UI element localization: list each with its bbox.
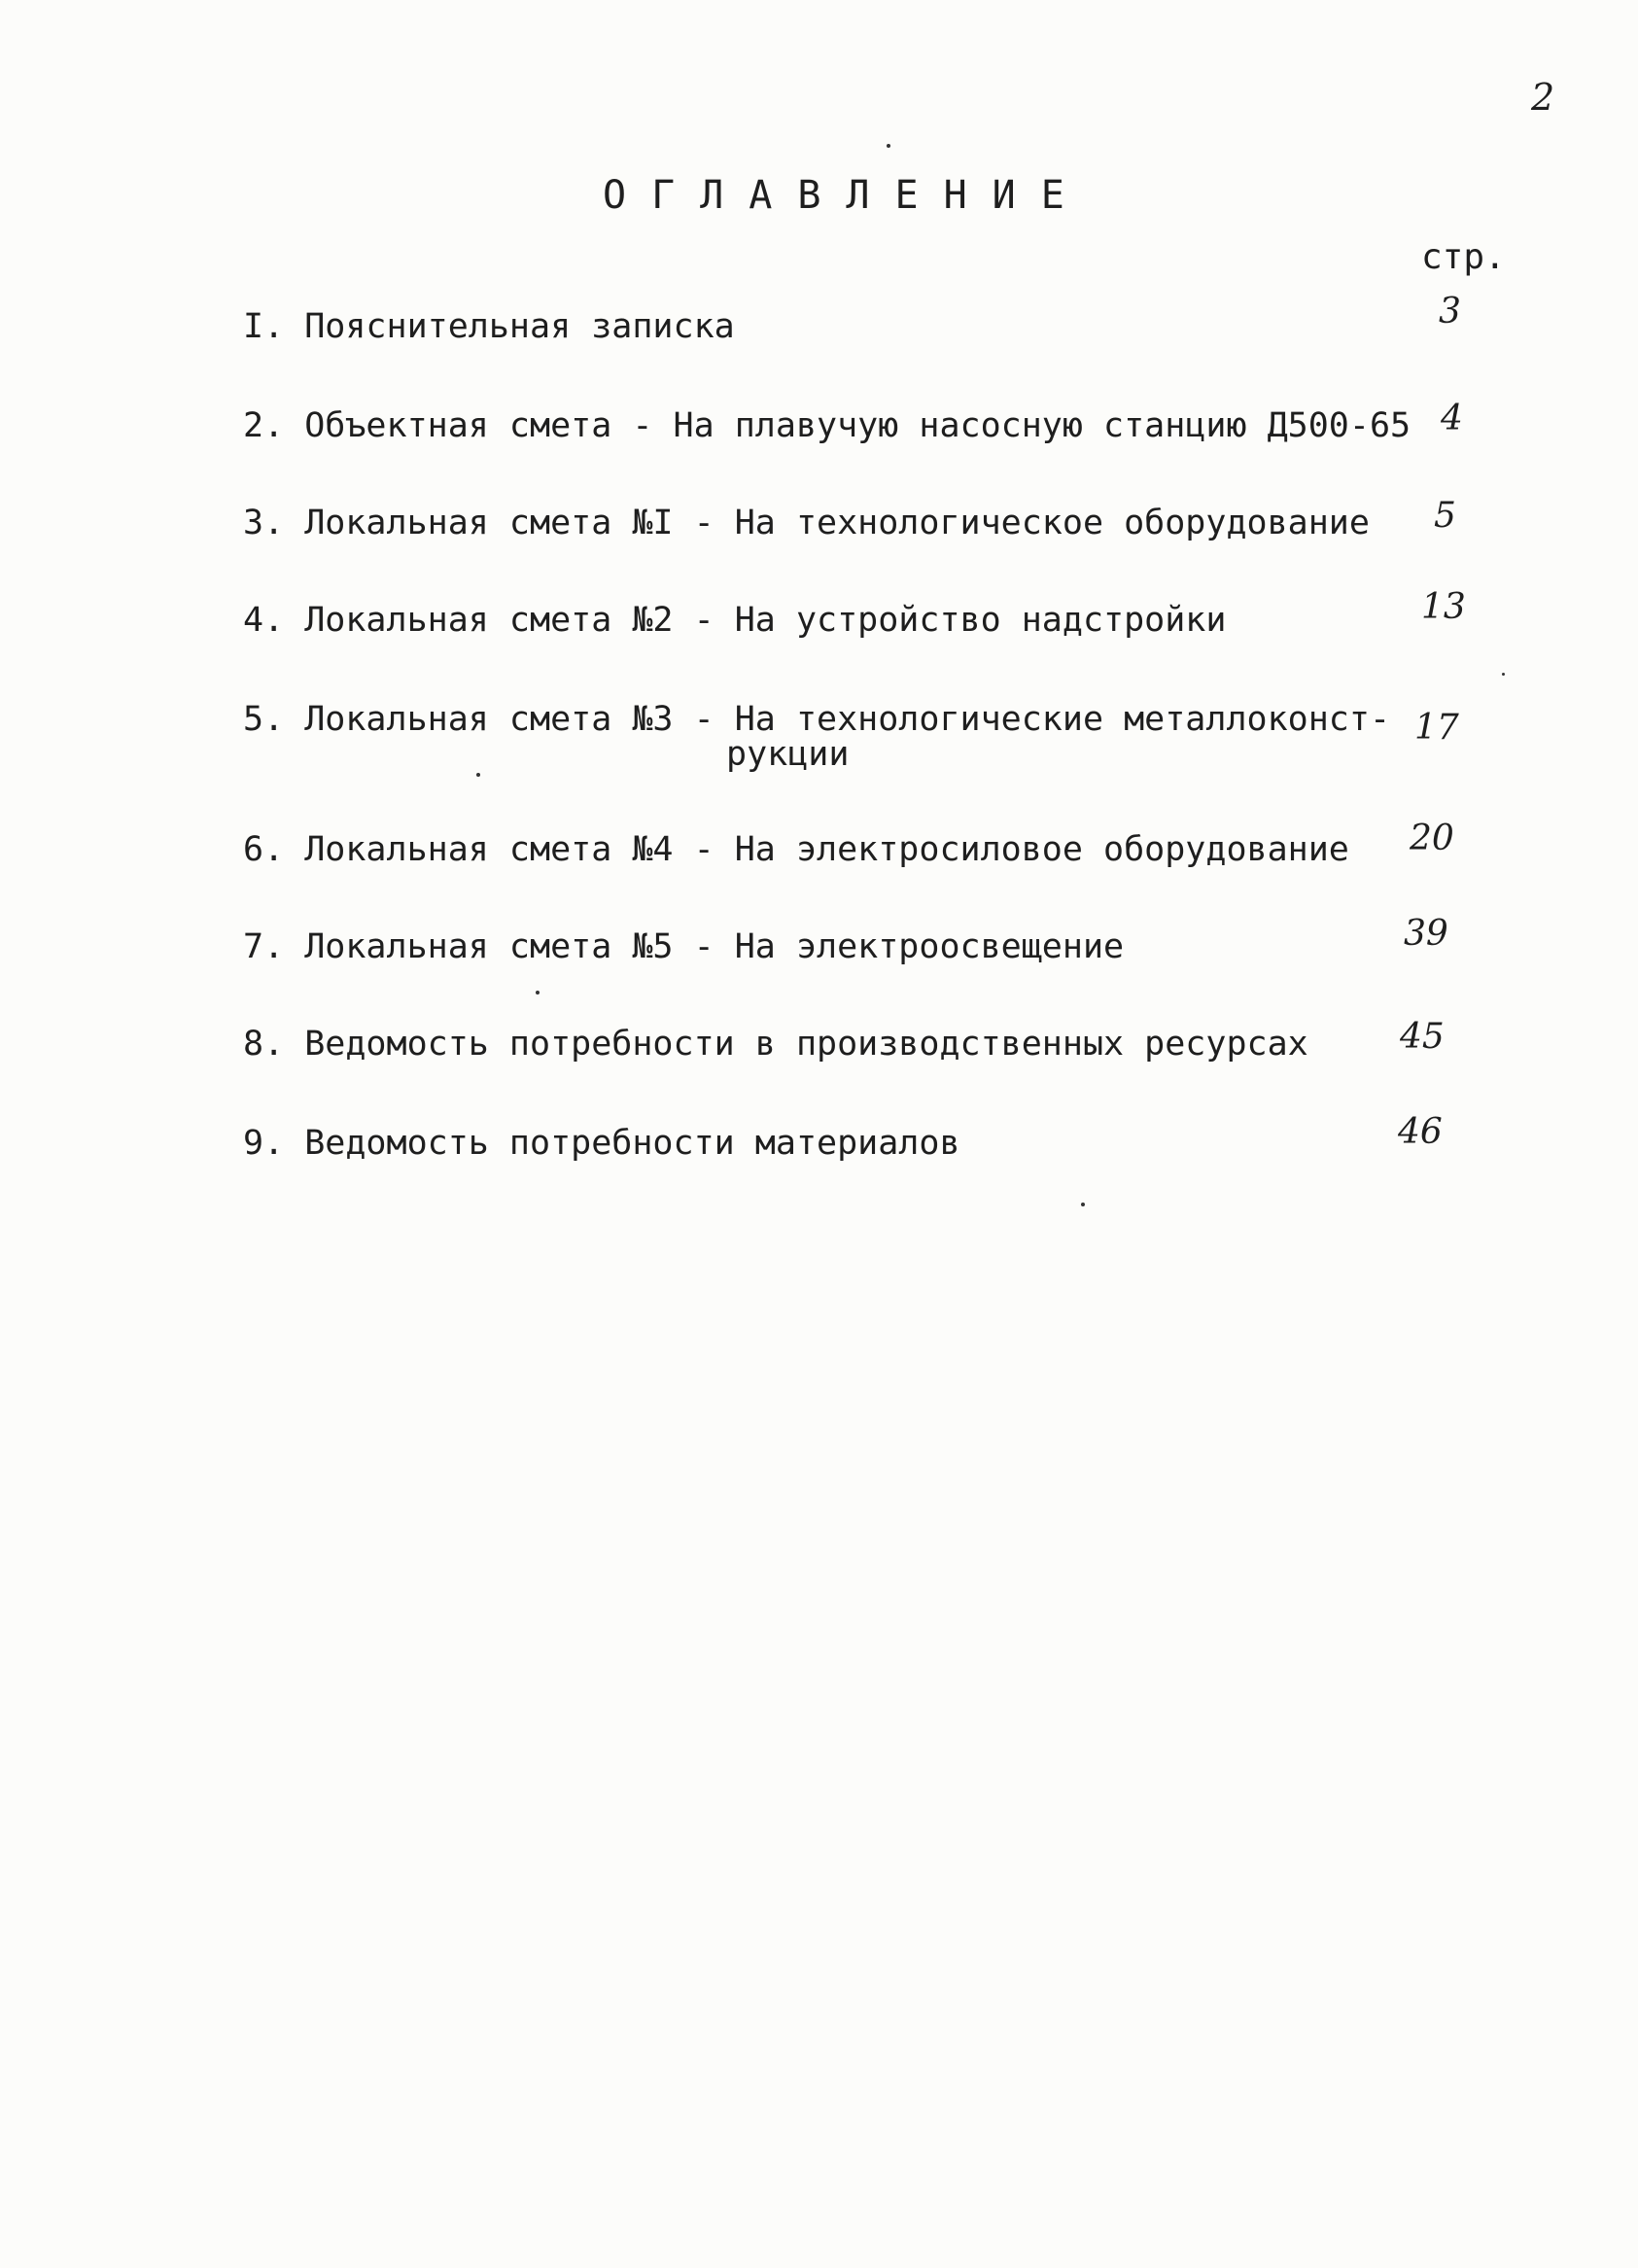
toc-entry-page: 46 [1398, 1112, 1443, 1152]
scan-speck [1081, 1203, 1085, 1206]
toc-entry-page: 45 [1400, 1017, 1445, 1057]
page-number: 2 [1531, 76, 1555, 119]
toc-entry [243, 700, 1391, 774]
toc-entry [243, 601, 1226, 640]
toc-entry-page: 5 [1434, 496, 1456, 536]
toc-entry-page: 39 [1404, 914, 1448, 954]
scan-speck [476, 773, 480, 777]
scan-speck [887, 144, 890, 148]
page-title: ОГЛАВЛЕНИЕ [603, 173, 1090, 218]
toc-entry-continuation: рукции [726, 735, 850, 774]
toc-entry [243, 1025, 1308, 1064]
toc-entry-page: 3 [1439, 292, 1461, 331]
toc-entry-page: 17 [1414, 708, 1459, 748]
toc-entry-label: I. Пояснительная записка [243, 307, 735, 346]
toc-entry-label: 3. Локальная смета №I - На технологическое оборудование [243, 504, 1370, 542]
toc-entry-page: 20 [1410, 819, 1454, 858]
toc-entry-label: 5. Локальная смета №3 - На технологические металлоконст- [243, 700, 1391, 739]
toc-entry-label: 8. Ведомость потребности в производственных ресурсах [243, 1025, 1308, 1064]
toc-entry-label: 6. Локальная смета №4 - На электросиловое оборудование [243, 830, 1349, 869]
toc-entry [243, 830, 1349, 869]
toc-entry [243, 1124, 960, 1163]
toc-entry [243, 307, 735, 346]
toc-entry-page: 4 [1441, 399, 1463, 438]
toc-entry-label: 4. Локальная смета №2 - На устройство надстройки [243, 601, 1227, 640]
toc-entry [243, 504, 1370, 542]
scan-speck [536, 991, 540, 994]
toc-entry [243, 927, 1124, 966]
toc-entry-label: 7. Локальная смета №5 - На электроосвещение [243, 927, 1125, 966]
toc-entry [243, 406, 1411, 445]
page-column-header: стр. [1421, 237, 1506, 277]
toc-entry-label: 2. Объектная смета - На плавучую насосную станцию Д500-65 [243, 406, 1411, 445]
scan-speck [1502, 673, 1505, 676]
toc-entry-label: 9. Ведомость потребности материалов [243, 1124, 960, 1163]
toc-entry-page: 13 [1421, 587, 1466, 627]
